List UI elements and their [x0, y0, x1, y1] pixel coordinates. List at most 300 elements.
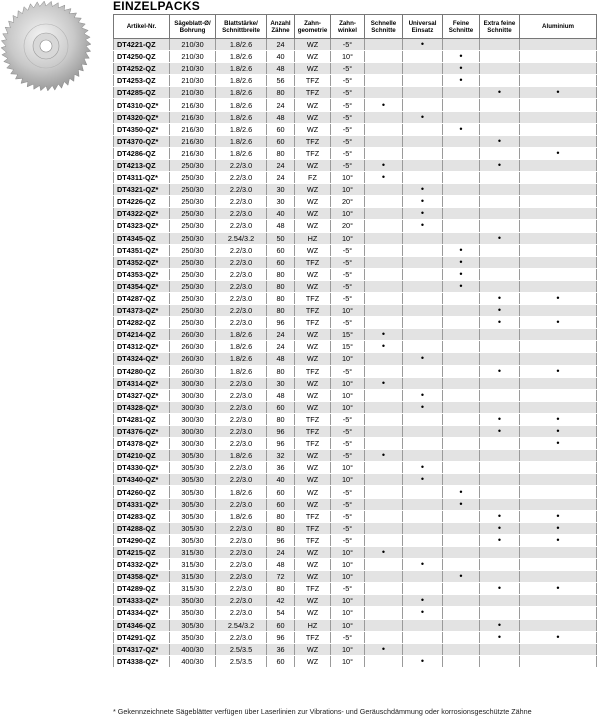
spec-cell: 96 — [267, 317, 295, 329]
application-cell — [480, 317, 520, 329]
application-cell — [443, 631, 480, 643]
spec-cell: 36 — [267, 643, 295, 655]
table-row — [114, 232, 597, 244]
application-cell — [443, 208, 480, 220]
spec-cell: 10° — [331, 208, 365, 220]
application-cell — [480, 135, 520, 147]
application-cell — [480, 389, 520, 401]
spec-cell: 2.2/3.0 — [216, 595, 267, 607]
application-cell — [403, 607, 443, 619]
application-cell — [520, 462, 597, 474]
application-cell — [443, 196, 480, 208]
application-mark: • — [420, 607, 425, 618]
article-number-cell: DT4354-QZ* — [114, 280, 170, 292]
application-mark: • — [556, 522, 560, 533]
application-cell — [443, 401, 480, 413]
application-cell — [480, 365, 520, 377]
application-cell — [403, 583, 443, 595]
spec-cell: 2.2/3.0 — [216, 159, 267, 171]
application-cell — [403, 123, 443, 135]
application-cell — [403, 329, 443, 341]
spec-cell: 20° — [331, 220, 365, 232]
article-number-cell: DT4310-QZ* — [114, 99, 170, 111]
application-cell — [480, 486, 520, 498]
application-cell — [520, 413, 597, 425]
application-cell — [443, 595, 480, 607]
application-cell — [520, 450, 597, 462]
spec-cell: WZ — [295, 244, 331, 256]
application-cell — [520, 353, 597, 365]
application-cell — [403, 87, 443, 99]
application-mark: • — [556, 317, 560, 328]
spec-cell: 80 — [267, 268, 295, 280]
application-cell — [365, 329, 403, 341]
column-header: Feine Schnitte — [443, 15, 480, 39]
spec-cell: TFZ — [295, 87, 331, 99]
spec-cell: 210/30 — [170, 51, 216, 63]
application-mark: • — [381, 546, 386, 557]
application-mark: • — [497, 87, 502, 98]
application-cell — [365, 510, 403, 522]
table-header-row — [114, 15, 597, 39]
application-cell — [520, 135, 597, 147]
table-row — [114, 147, 597, 159]
application-cell — [403, 643, 443, 655]
table-row — [114, 39, 597, 51]
application-mark: • — [420, 353, 425, 364]
spec-cell: 305/30 — [170, 522, 216, 534]
application-mark: • — [459, 280, 463, 291]
application-cell — [480, 631, 520, 643]
article-number-cell: DT4323-QZ* — [114, 220, 170, 232]
spec-cell: WZ — [295, 196, 331, 208]
table-row — [114, 619, 597, 631]
application-cell — [365, 595, 403, 607]
application-cell — [403, 522, 443, 534]
spec-cell: 250/30 — [170, 232, 216, 244]
spec-cell: 210/30 — [170, 75, 216, 87]
application-cell — [403, 413, 443, 425]
application-cell — [520, 196, 597, 208]
spec-cell: 1.8/2.6 — [216, 99, 267, 111]
application-cell — [403, 377, 443, 389]
application-cell — [365, 389, 403, 401]
application-cell — [520, 123, 597, 135]
spec-cell: 400/30 — [170, 643, 216, 655]
application-mark: • — [420, 401, 425, 412]
spec-cell: 15° — [331, 341, 365, 353]
article-number-cell: DT4311-QZ* — [114, 172, 170, 184]
application-cell — [480, 450, 520, 462]
application-cell — [480, 546, 520, 558]
application-cell — [443, 426, 480, 438]
application-cell — [365, 220, 403, 232]
application-cell — [365, 268, 403, 280]
spec-cell: TFZ — [295, 147, 331, 159]
application-cell — [403, 655, 443, 667]
application-cell — [365, 559, 403, 571]
table-row — [114, 292, 597, 304]
application-cell — [403, 99, 443, 111]
table-row — [114, 413, 597, 425]
spec-cell: 48 — [267, 220, 295, 232]
application-mark: • — [420, 655, 425, 666]
article-number-cell: DT4283-QZ — [114, 510, 170, 522]
table-row — [114, 196, 597, 208]
spec-cell: 15° — [331, 329, 365, 341]
spec-cell: WZ — [295, 595, 331, 607]
table-row — [114, 123, 597, 135]
spec-cell: 48 — [267, 353, 295, 365]
application-cell — [480, 220, 520, 232]
spec-cell: -5° — [331, 135, 365, 147]
application-mark: • — [556, 438, 560, 449]
application-cell — [365, 147, 403, 159]
spec-cell: 40 — [267, 208, 295, 220]
application-mark: • — [556, 426, 560, 437]
application-cell — [443, 643, 480, 655]
table-row — [114, 643, 597, 655]
spec-cell: TFZ — [295, 583, 331, 595]
application-cell — [520, 474, 597, 486]
spec-cell: -5° — [331, 438, 365, 450]
application-cell — [480, 99, 520, 111]
application-cell — [365, 39, 403, 51]
spec-cell: 54 — [267, 607, 295, 619]
application-cell — [365, 196, 403, 208]
application-cell — [520, 184, 597, 196]
application-cell — [403, 353, 443, 365]
application-cell — [520, 486, 597, 498]
application-cell — [443, 486, 480, 498]
spec-cell: TFZ — [295, 305, 331, 317]
application-cell — [365, 546, 403, 558]
spec-cell: 250/30 — [170, 172, 216, 184]
application-cell — [480, 280, 520, 292]
spec-cell: 10° — [331, 607, 365, 619]
spec-cell: 10° — [331, 401, 365, 413]
section-title: EINZELPACKS — [113, 0, 201, 13]
table-row — [114, 184, 597, 196]
spec-cell: 10° — [331, 546, 365, 558]
spec-cell: WZ — [295, 498, 331, 510]
application-cell — [403, 365, 443, 377]
application-cell — [480, 51, 520, 63]
spec-cell: 2.2/3.0 — [216, 522, 267, 534]
table-row — [114, 75, 597, 87]
application-mark: • — [420, 220, 425, 231]
application-cell — [520, 87, 597, 99]
application-cell — [443, 607, 480, 619]
application-cell — [365, 534, 403, 546]
application-cell — [403, 75, 443, 87]
spec-cell: 315/30 — [170, 559, 216, 571]
application-cell — [520, 546, 597, 558]
application-cell — [403, 256, 443, 268]
spec-cell: WZ — [295, 329, 331, 341]
application-cell — [365, 462, 403, 474]
application-cell — [443, 220, 480, 232]
spec-cell: WZ — [295, 220, 331, 232]
table-row — [114, 438, 597, 450]
application-mark: • — [556, 510, 560, 521]
application-mark: • — [497, 317, 502, 328]
table-row — [114, 268, 597, 280]
spec-cell: 24 — [267, 39, 295, 51]
spec-cell: -5° — [331, 63, 365, 75]
spec-cell: 1.8/2.6 — [216, 75, 267, 87]
article-number-cell: DT4213-QZ — [114, 159, 170, 171]
spec-cell: WZ — [295, 643, 331, 655]
application-cell — [443, 450, 480, 462]
application-cell — [365, 607, 403, 619]
spec-cell: 2.2/3.0 — [216, 220, 267, 232]
article-number-cell: DT4280-QZ — [114, 365, 170, 377]
spec-cell: -5° — [331, 631, 365, 643]
spec-cell: WZ — [295, 184, 331, 196]
application-cell — [403, 631, 443, 643]
application-cell — [520, 559, 597, 571]
spec-cell: 2.2/3.0 — [216, 426, 267, 438]
application-cell — [443, 510, 480, 522]
application-cell — [520, 232, 597, 244]
application-cell — [365, 522, 403, 534]
application-cell — [365, 377, 403, 389]
spec-cell: 1.8/2.6 — [216, 51, 267, 63]
spec-cell: 80 — [267, 305, 295, 317]
spec-cell: 60 — [267, 486, 295, 498]
table-row — [114, 498, 597, 510]
spec-cell: -5° — [331, 39, 365, 51]
application-mark: • — [420, 474, 425, 485]
spec-cell: 24 — [267, 341, 295, 353]
spec-cell: 60 — [267, 135, 295, 147]
article-number-cell: DT4340-QZ* — [114, 474, 170, 486]
application-cell — [480, 341, 520, 353]
table-row — [114, 99, 597, 111]
application-cell — [443, 184, 480, 196]
application-cell — [480, 607, 520, 619]
table-row — [114, 135, 597, 147]
article-number-cell: DT4210-QZ — [114, 450, 170, 462]
spec-cell: TFZ — [295, 292, 331, 304]
table-row — [114, 220, 597, 232]
article-number-cell: DT4332-QZ* — [114, 559, 170, 571]
spec-cell: 2.2/3.0 — [216, 534, 267, 546]
table-row — [114, 595, 597, 607]
spec-cell: 10° — [331, 655, 365, 667]
application-cell — [365, 619, 403, 631]
application-cell — [365, 244, 403, 256]
table-row — [114, 256, 597, 268]
application-mark: • — [381, 329, 386, 340]
application-cell — [403, 317, 443, 329]
application-cell — [520, 619, 597, 631]
spec-cell: WZ — [295, 474, 331, 486]
spec-cell: 96 — [267, 534, 295, 546]
application-cell — [365, 111, 403, 123]
spec-cell: 20° — [331, 196, 365, 208]
application-mark: • — [459, 256, 463, 267]
spec-cell: WZ — [295, 208, 331, 220]
spec-cell: 10° — [331, 51, 365, 63]
application-cell — [480, 184, 520, 196]
spec-cell: 1.8/2.6 — [216, 329, 267, 341]
table-row — [114, 486, 597, 498]
table-row — [114, 389, 597, 401]
application-mark: • — [459, 63, 463, 74]
spec-cell: 2.2/3.0 — [216, 244, 267, 256]
application-cell — [480, 256, 520, 268]
application-cell — [480, 498, 520, 510]
spec-cell: -5° — [331, 510, 365, 522]
article-number-cell: DT4289-QZ — [114, 583, 170, 595]
spec-cell: WZ — [295, 353, 331, 365]
article-number-cell: DT4290-QZ — [114, 534, 170, 546]
application-cell — [365, 208, 403, 220]
application-cell — [365, 426, 403, 438]
spec-cell: TFZ — [295, 256, 331, 268]
application-cell — [443, 111, 480, 123]
spec-cell: 1.8/2.6 — [216, 365, 267, 377]
spec-cell: WZ — [295, 486, 331, 498]
spec-cell: 250/30 — [170, 317, 216, 329]
application-mark: • — [497, 293, 502, 304]
spec-cell: 10° — [331, 571, 365, 583]
application-mark: • — [420, 462, 425, 473]
spec-cell: 305/30 — [170, 462, 216, 474]
application-cell — [520, 643, 597, 655]
spec-cell: 2.2/3.0 — [216, 389, 267, 401]
table-row — [114, 329, 597, 341]
application-cell — [480, 329, 520, 341]
application-cell — [443, 534, 480, 546]
spec-cell: 350/30 — [170, 607, 216, 619]
application-mark: • — [459, 571, 463, 582]
application-cell — [480, 87, 520, 99]
column-header: Artikel-Nr. — [114, 15, 170, 39]
spec-cell: 10° — [331, 305, 365, 317]
article-number-cell: DT4358-QZ* — [114, 571, 170, 583]
application-mark: • — [497, 534, 502, 545]
application-cell — [520, 655, 597, 667]
application-mark: • — [497, 305, 502, 316]
spec-cell: 216/30 — [170, 123, 216, 135]
spec-cell: 216/30 — [170, 147, 216, 159]
application-cell — [520, 256, 597, 268]
spec-cell: TFZ — [295, 413, 331, 425]
application-cell — [520, 172, 597, 184]
spec-cell: 1.8/2.6 — [216, 135, 267, 147]
spec-cell: WZ — [295, 268, 331, 280]
spec-cell: 10° — [331, 619, 365, 631]
application-mark: • — [556, 87, 560, 98]
article-number-cell: DT4370-QZ* — [114, 135, 170, 147]
spec-cell: 2.54/3.2 — [216, 232, 267, 244]
spec-cell: TFZ — [295, 426, 331, 438]
spec-cell: 260/30 — [170, 329, 216, 341]
article-number-cell: DT4317-QZ* — [114, 643, 170, 655]
application-cell — [403, 595, 443, 607]
application-mark: • — [497, 232, 502, 243]
application-cell — [403, 135, 443, 147]
spec-cell: 2.2/3.0 — [216, 292, 267, 304]
application-cell — [403, 280, 443, 292]
application-cell — [520, 305, 597, 317]
application-mark: • — [420, 208, 425, 219]
application-cell — [443, 244, 480, 256]
spec-cell: 60 — [267, 655, 295, 667]
application-cell — [520, 377, 597, 389]
application-cell — [443, 474, 480, 486]
application-mark: • — [459, 498, 463, 509]
article-number-cell: DT4282-QZ — [114, 317, 170, 329]
spec-cell: 48 — [267, 63, 295, 75]
spec-cell: -5° — [331, 534, 365, 546]
application-mark: • — [556, 365, 560, 376]
footnote: * Gekennzeichnete Sägeblätter verfügen über Laserlinien zur Vibrations- und Geräuschdämmung oder korrosionsgeschützte Zähne — [113, 707, 532, 716]
spec-cell: 305/30 — [170, 450, 216, 462]
spec-cell: 80 — [267, 522, 295, 534]
application-cell — [365, 353, 403, 365]
spec-cell: 2.2/3.0 — [216, 377, 267, 389]
spec-cell: 60 — [267, 123, 295, 135]
spec-cell: 250/30 — [170, 196, 216, 208]
spec-cell: WZ — [295, 655, 331, 667]
application-cell — [403, 39, 443, 51]
spec-cell: WZ — [295, 607, 331, 619]
application-cell — [480, 172, 520, 184]
table-row — [114, 583, 597, 595]
spec-cell: 350/30 — [170, 595, 216, 607]
spec-cell: 60 — [267, 244, 295, 256]
application-cell — [520, 401, 597, 413]
application-mark: • — [556, 413, 560, 424]
application-mark: • — [459, 244, 463, 255]
application-cell — [365, 365, 403, 377]
application-cell — [520, 522, 597, 534]
spec-cell: 80 — [267, 583, 295, 595]
application-cell — [403, 450, 443, 462]
spec-cell: 400/30 — [170, 655, 216, 667]
application-cell — [443, 159, 480, 171]
application-cell — [403, 498, 443, 510]
spec-cell: 40 — [267, 474, 295, 486]
article-number-cell: DT4215-QZ — [114, 546, 170, 558]
application-mark: • — [420, 559, 425, 570]
spec-cell: 50 — [267, 232, 295, 244]
spec-cell: 60 — [267, 401, 295, 413]
spec-cell: 80 — [267, 147, 295, 159]
spec-cell: 30 — [267, 196, 295, 208]
application-cell — [480, 438, 520, 450]
application-cell — [520, 595, 597, 607]
spec-cell: 80 — [267, 87, 295, 99]
application-cell — [520, 268, 597, 280]
spec-cell: 42 — [267, 595, 295, 607]
article-number-cell: DT4221-QZ — [114, 39, 170, 51]
application-mark: • — [497, 522, 502, 533]
application-mark: • — [459, 51, 463, 62]
application-cell — [443, 123, 480, 135]
table-row — [114, 341, 597, 353]
spec-cell: 10° — [331, 353, 365, 365]
application-cell — [443, 172, 480, 184]
application-cell — [480, 413, 520, 425]
spec-cell: 315/30 — [170, 546, 216, 558]
spec-cell: 216/30 — [170, 135, 216, 147]
spec-cell: 250/30 — [170, 184, 216, 196]
